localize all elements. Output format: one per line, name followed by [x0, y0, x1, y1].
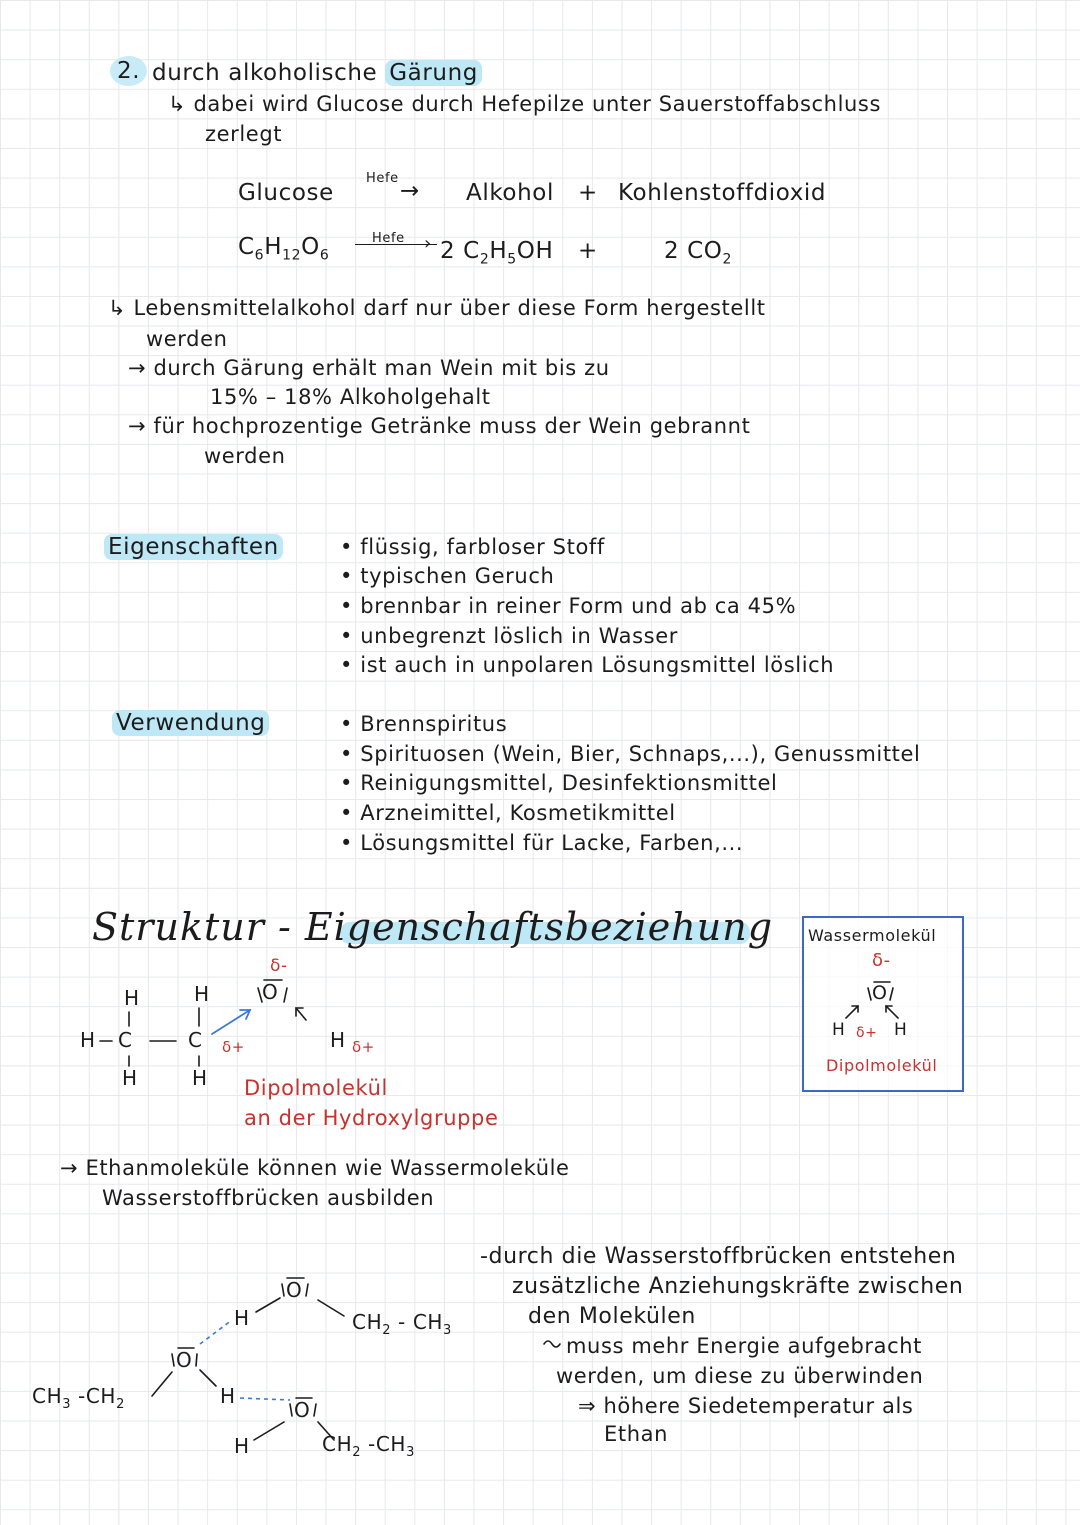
delta-minus-label: δ-: [270, 956, 288, 976]
delta-plus-label: δ+: [352, 1038, 375, 1056]
explain-line: zusätzliche Anziehungskräfte zwischen: [512, 1274, 964, 1299]
section-number: 2.: [110, 60, 147, 83]
usage-item: • Reinigungsmittel, Desinfektionsmittel: [340, 771, 778, 795]
note-line-1: ↳ Lebensmittelalkohol darf nur über diese Form hergestellt: [108, 296, 766, 320]
atom-c: C: [188, 1028, 203, 1052]
usage-item: • Brennspiritus: [340, 712, 508, 736]
hb-atom-o: O: [176, 1348, 193, 1372]
water-atom-h: H: [832, 1020, 846, 1040]
atom-h: H: [80, 1028, 96, 1052]
atom-h: H: [122, 1066, 138, 1090]
usage-item: • Spirituosen (Wein, Bier, Schnaps,...), Genussmittel: [340, 742, 921, 766]
property-item: • flüssig, farbloser Stoff: [340, 535, 605, 559]
explain-line: Ethan: [604, 1422, 668, 1446]
hb-atom-o: O: [286, 1278, 303, 1302]
conclusion-2: Wasserstoffbrücken ausbilden: [102, 1186, 435, 1210]
eq-word-reactant: Glucose: [238, 180, 334, 206]
atom-h: H: [192, 1066, 208, 1090]
conclusion-1: → Ethanmoleküle können wie Wassermoleküle: [60, 1156, 570, 1180]
eq-word-product1: Alkohol: [466, 180, 554, 206]
eq-formula-arrowhead: ›: [424, 233, 432, 254]
hb-atom-o: O: [294, 1398, 311, 1422]
section-line-1: ↳ dabei wird Glucose durch Hefepilze unter Sauerstoffabschluss: [168, 92, 882, 116]
property-item: • unbegrenzt löslich in Wasser: [340, 624, 678, 648]
water-box-title: Wassermolekül: [808, 926, 937, 945]
note-line-2: werden: [146, 327, 228, 351]
hb-group-bottom: $CH_2$ $-CH_3$: [322, 1432, 415, 1460]
water-delta-minus: δ-: [872, 950, 891, 971]
property-item: • brennbar in reiner Form und ab ca 45%: [340, 594, 797, 618]
eq-word-plus: +: [578, 180, 598, 206]
title-highlight: Gärung: [385, 60, 482, 86]
explain-line: den Molekülen: [528, 1304, 696, 1329]
hb-group-top: $CH_2 - CH_3$: [352, 1310, 452, 1338]
delta-plus-label: δ+: [222, 1038, 245, 1056]
hb-atom-h: H: [220, 1384, 236, 1408]
explain-line: ⇒ höhere Siedetemperatur als: [578, 1394, 914, 1418]
explain-line: muss mehr Energie aufgebracht: [566, 1334, 922, 1358]
eq-formula-reactant: $C_6H_{12}O_6$: [238, 234, 330, 264]
atom-h: H: [194, 982, 210, 1006]
water-atom-o: O: [872, 982, 888, 1004]
eq-word-product2: Kohlenstoffdioxid: [618, 180, 827, 206]
section-line-2: zerlegt: [205, 122, 283, 146]
hb-atom-h: H: [234, 1306, 250, 1330]
eq-formula-product2: 2 $CO_2$: [664, 238, 733, 268]
property-item: • ist auch in unpolaren Lösungsmittel löslich: [340, 653, 835, 677]
note-line-3: → durch Gärung erhält man Wein mit bis zu: [128, 356, 610, 380]
properties-label: Eigenschaften: [104, 536, 283, 559]
hb-atom-h: H: [234, 1434, 250, 1458]
dipole-label-1: Dipolmolekül: [244, 1076, 388, 1100]
atom-h: H: [124, 986, 140, 1010]
section-title: durch alkoholische Gärung: [152, 62, 482, 85]
water-delta-plus: δ+: [856, 1025, 878, 1041]
eq-formula-plus: +: [578, 238, 598, 264]
water-box-label: Dipolmolekül: [826, 1056, 938, 1075]
usage-item: • Arzneimittel, Kosmetikmittel: [340, 801, 676, 825]
eq-word-arrow: →: [400, 178, 420, 204]
property-item: • typischen Geruch: [340, 564, 555, 588]
atom-h-hydroxyl: H: [330, 1028, 346, 1052]
note-line-5: → für hochprozentige Getränke muss der Wein gebrannt: [128, 414, 751, 438]
explain-line: -durch die Wasserstoffbrücken entstehen: [480, 1244, 957, 1269]
dipole-label-2: an der Hydroxylgruppe: [244, 1106, 499, 1130]
note-line-6: werden: [204, 444, 286, 468]
hb-group-left: $CH_3$ $-CH_2$: [32, 1384, 125, 1412]
usage-item: • Lösungsmittel für Lacke, Farben,...: [340, 831, 744, 855]
note-line-4: 15% – 18% Alkoholgehalt: [210, 385, 491, 409]
water-atom-h: H: [894, 1020, 908, 1040]
atom-c: C: [118, 1028, 133, 1052]
explain-line: werden, um diese zu überwinden: [556, 1364, 924, 1388]
usage-label: Verwendung: [112, 712, 269, 735]
structure-title: Struktur - Eigenschaftsbeziehung: [92, 905, 774, 949]
eq-formula-catalyst: Hefe: [372, 231, 405, 246]
atom-o: O: [262, 980, 279, 1004]
eq-word-catalyst: Hefe: [366, 171, 399, 186]
eq-formula-product1: 2 $C_2H_5OH$: [440, 238, 554, 268]
